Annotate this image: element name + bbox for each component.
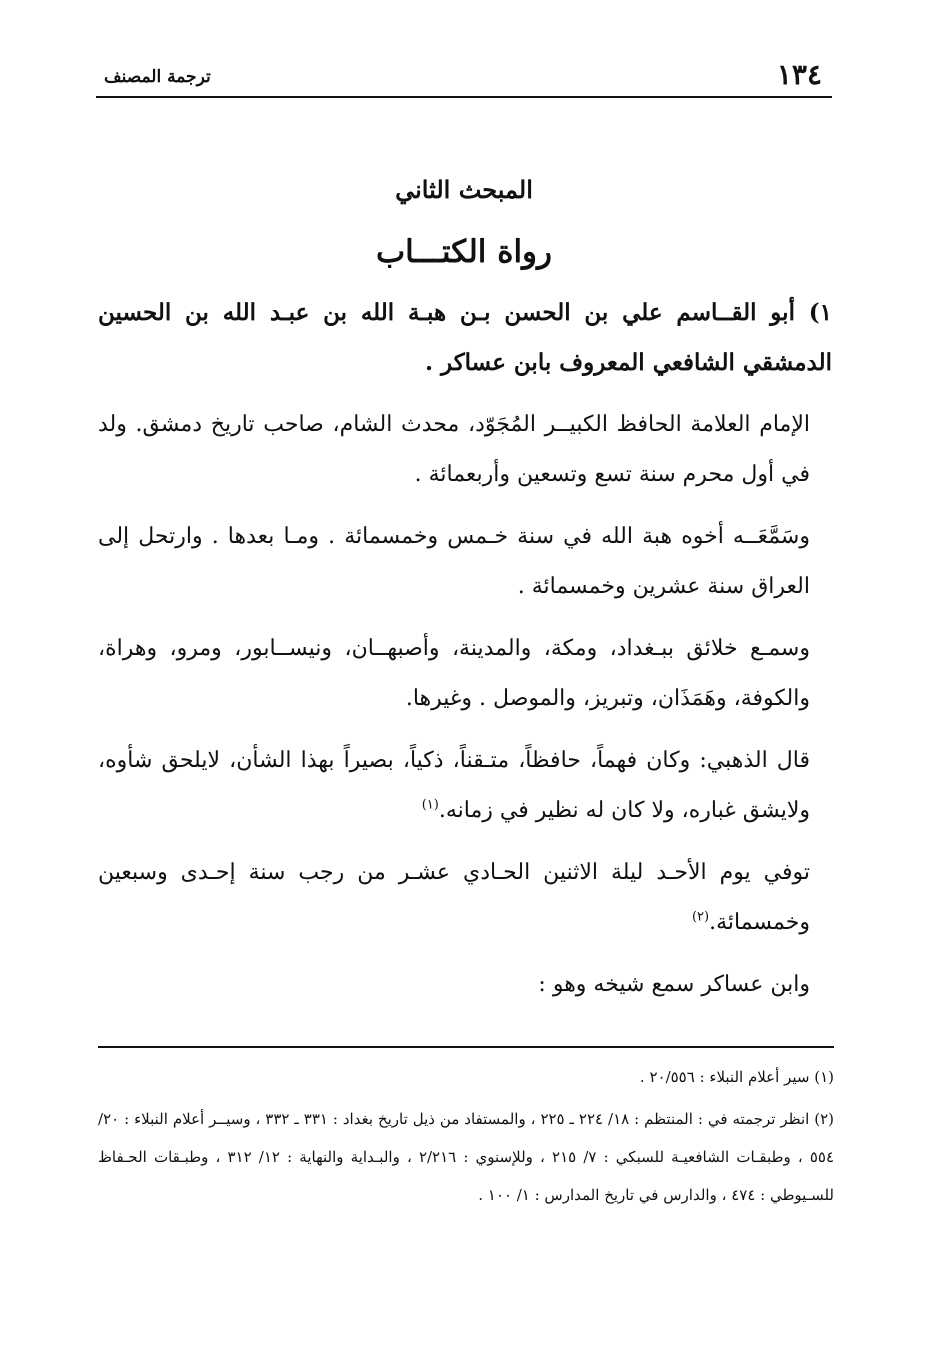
paragraph-narrator-name: ١) أبو القــاسم علي بن الحسن بـن هبـة الله بن عبـد الله بن الحسين الدمشقي الشافعي المعروف بابن عساكر . [98, 299, 832, 376]
footnote-ref-2[interactable]: (٢) [691, 909, 710, 925]
quote-text: قال الذهبي: وكان فهماً، حافظاً، متـقناً، ذكياً، بصيراً بهذا الشأن، لايلحق شأوه، ولايشق غباره، ولا كان له نظير في زمانه. [98, 748, 810, 823]
running-title: ترجمة المصنف [104, 67, 211, 87]
paragraph-death [98, 848, 810, 948]
chapter-title: رواة الكتـــاب [376, 234, 552, 270]
paragraph-dhahabi-quote [98, 736, 810, 836]
death-text: توفي يوم الأحـد ليلة الاثنين الحـادي عشـر من رجب سنة إحـدى وسبعين وخمسمائة. [98, 860, 810, 935]
footnote-ref-1[interactable]: (١) [421, 797, 439, 813]
paragraph-shaykh: وابن عساكر سمع شيخه وهو : [538, 972, 810, 997]
paragraph-teachers: وسمـع خلائق ببـغداد، ومكة، والمدينة، وأصبهــان، ونيســابور، ومرو، وهراة، والكوفة، وهَمَذَان، وتبريز، والموصل . وغيرها. [98, 636, 810, 711]
paragraph-description: الإمام العلامة الحافظ الكبيــر المُجَوّد، محدث الشام، صاحب تاريخ دمشق. ولد في أول محرم سنة تسع وتسعين وأربعمائة . [98, 412, 810, 487]
page-number: ١٣٤ [776, 58, 822, 91]
page-header [96, 58, 832, 98]
paragraph-travels: وسَمَّعَــه أخوه هبة الله في سنة خـمس وخمسمائة . ومـا بعدها . وارتحل إلى العراق سنة عشرين وخمسمائة . [98, 524, 810, 599]
main-text [98, 288, 832, 1022]
footnote-divider [98, 1046, 834, 1048]
footnote-1: (١) سير أعلام النبلاء : ٢٠/٥٥٦ . [639, 1068, 834, 1086]
footnotes [98, 1058, 834, 1218]
section-title: المبحث الثاني [395, 175, 533, 204]
footnote-2: (٢) انظر ترجمته في : المنتظم : ١٨/ ٢٢٤ ـ ٢٢٥ ، والمستفاد من ذيل تاريخ بغداد : ٣٣١ ـ ٣٣٢ ، وسيــر أعلام النبلاء : ٢٠/ ٥٥٤ ، وطبقـات الشافعيـة للسبكي : ٧/ ٢١٥ ، وللإسنوي : ٢/٢١٦ ، والبـداية والنهاية : ١٢/ ٣١٢ ، وطبـقات الحـفاظ للسـيوطي : ٤٧٤ ، والدارس في تاريخ المدارس : ١/ ١٠٠ . [98, 1110, 835, 1204]
